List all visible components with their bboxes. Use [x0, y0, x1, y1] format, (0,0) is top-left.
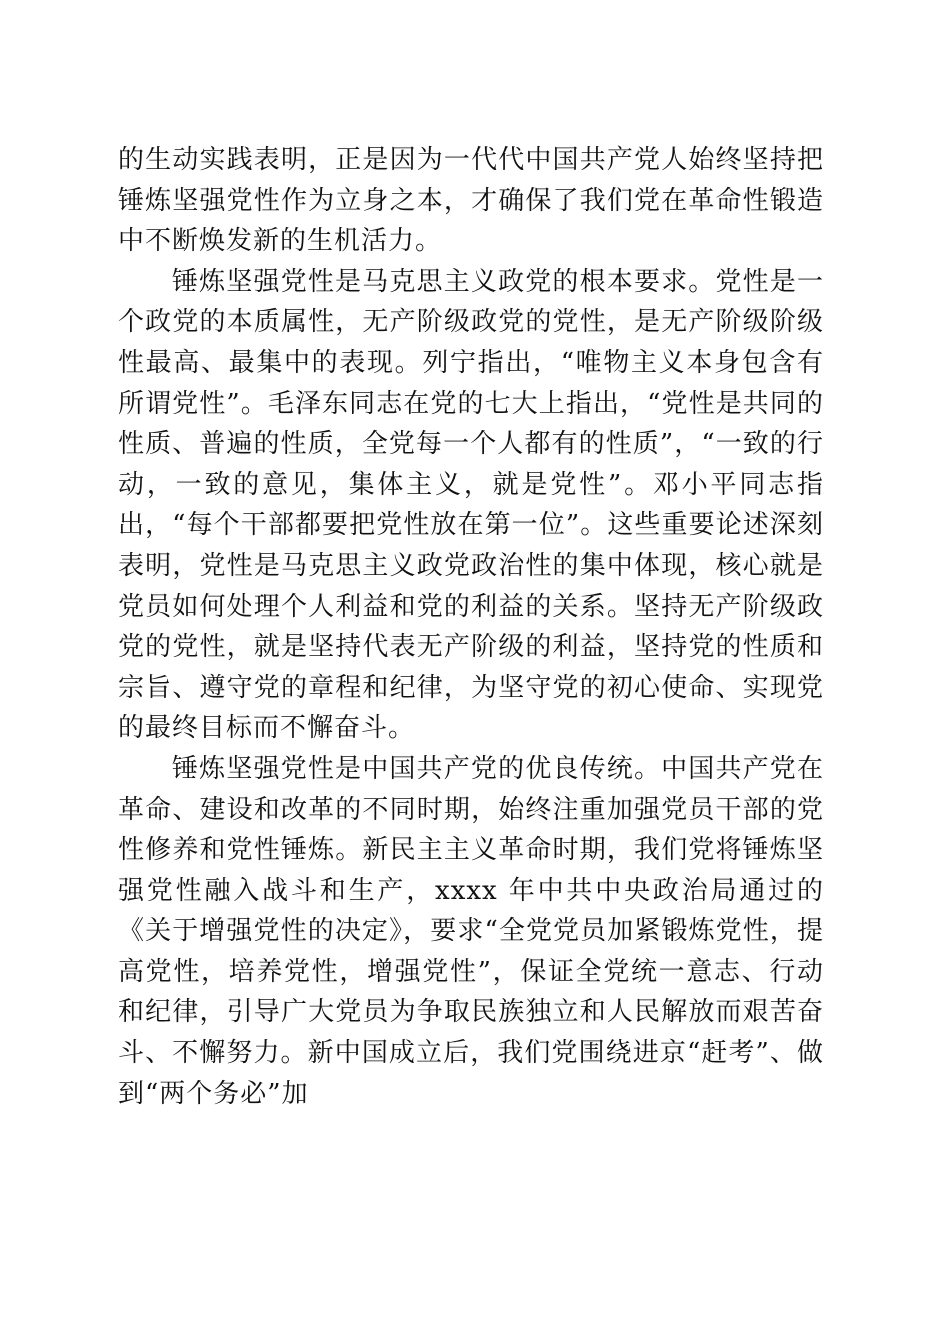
paragraph-party-spirit-tradition: 锤炼坚强党性是中国共产党的优良传统。中国共产党在革命、建设和改革的不同时期，始终注重加强党员干部的党性修养和党性锤炼。新民主主义革命时期，我们党将锤炼坚强党性融入战斗和生产，xxxx 年中共中央政治局通过的《关于增强党性的决定》，要求“全党党员加紧锻炼党性，提高党性，培养党性，增强党性”，保证全党统一意志、行动和纪律，引导广大党员为争取民族独立和人民解放而艰苦奋斗、不懈努力。新中国成立后，我们党围绕进京“赶考”、做到“两个务必”加	[118, 753, 824, 1109]
paragraph-party-spirit-requirement: 锤炼坚强党性是马克思主义政党的根本要求。党性是一个政党的本质属性，无产阶级政党的党性，是无产阶级阶级性最高、最集中的表现。列宁指出，“唯物主义本身包含有所谓党性”。毛泽东同志在党的七大上指出，“党性是共同的性质、普遍的性质，全党每一个人都有的性质”，“一致的行动，一致的意见，集体主义，就是党性”。邓小平同志指出，“每个干部都要把党性放在第一位”。这些重要论述深刻表明，党性是马克思主义政党政治性的集中体现，核心就是党员如何处理个人利益和党的利益的关系。坚持无产阶级政党的党性，就是坚持代表无产阶级的利益，坚持党的性质和宗旨、遵守党的章程和纪律，为坚守党的初心使命、实现党的最终目标而不懈奋斗。	[118, 266, 824, 744]
document-page	[118, 140, 824, 1114]
paragraph-continuation: 的生动实践表明，正是因为一代代中国共产党人始终坚持把锤炼坚强党性作为立身之本，才确保了我们党在革命性锻造中不断焕发新的生机活力。	[118, 145, 824, 257]
